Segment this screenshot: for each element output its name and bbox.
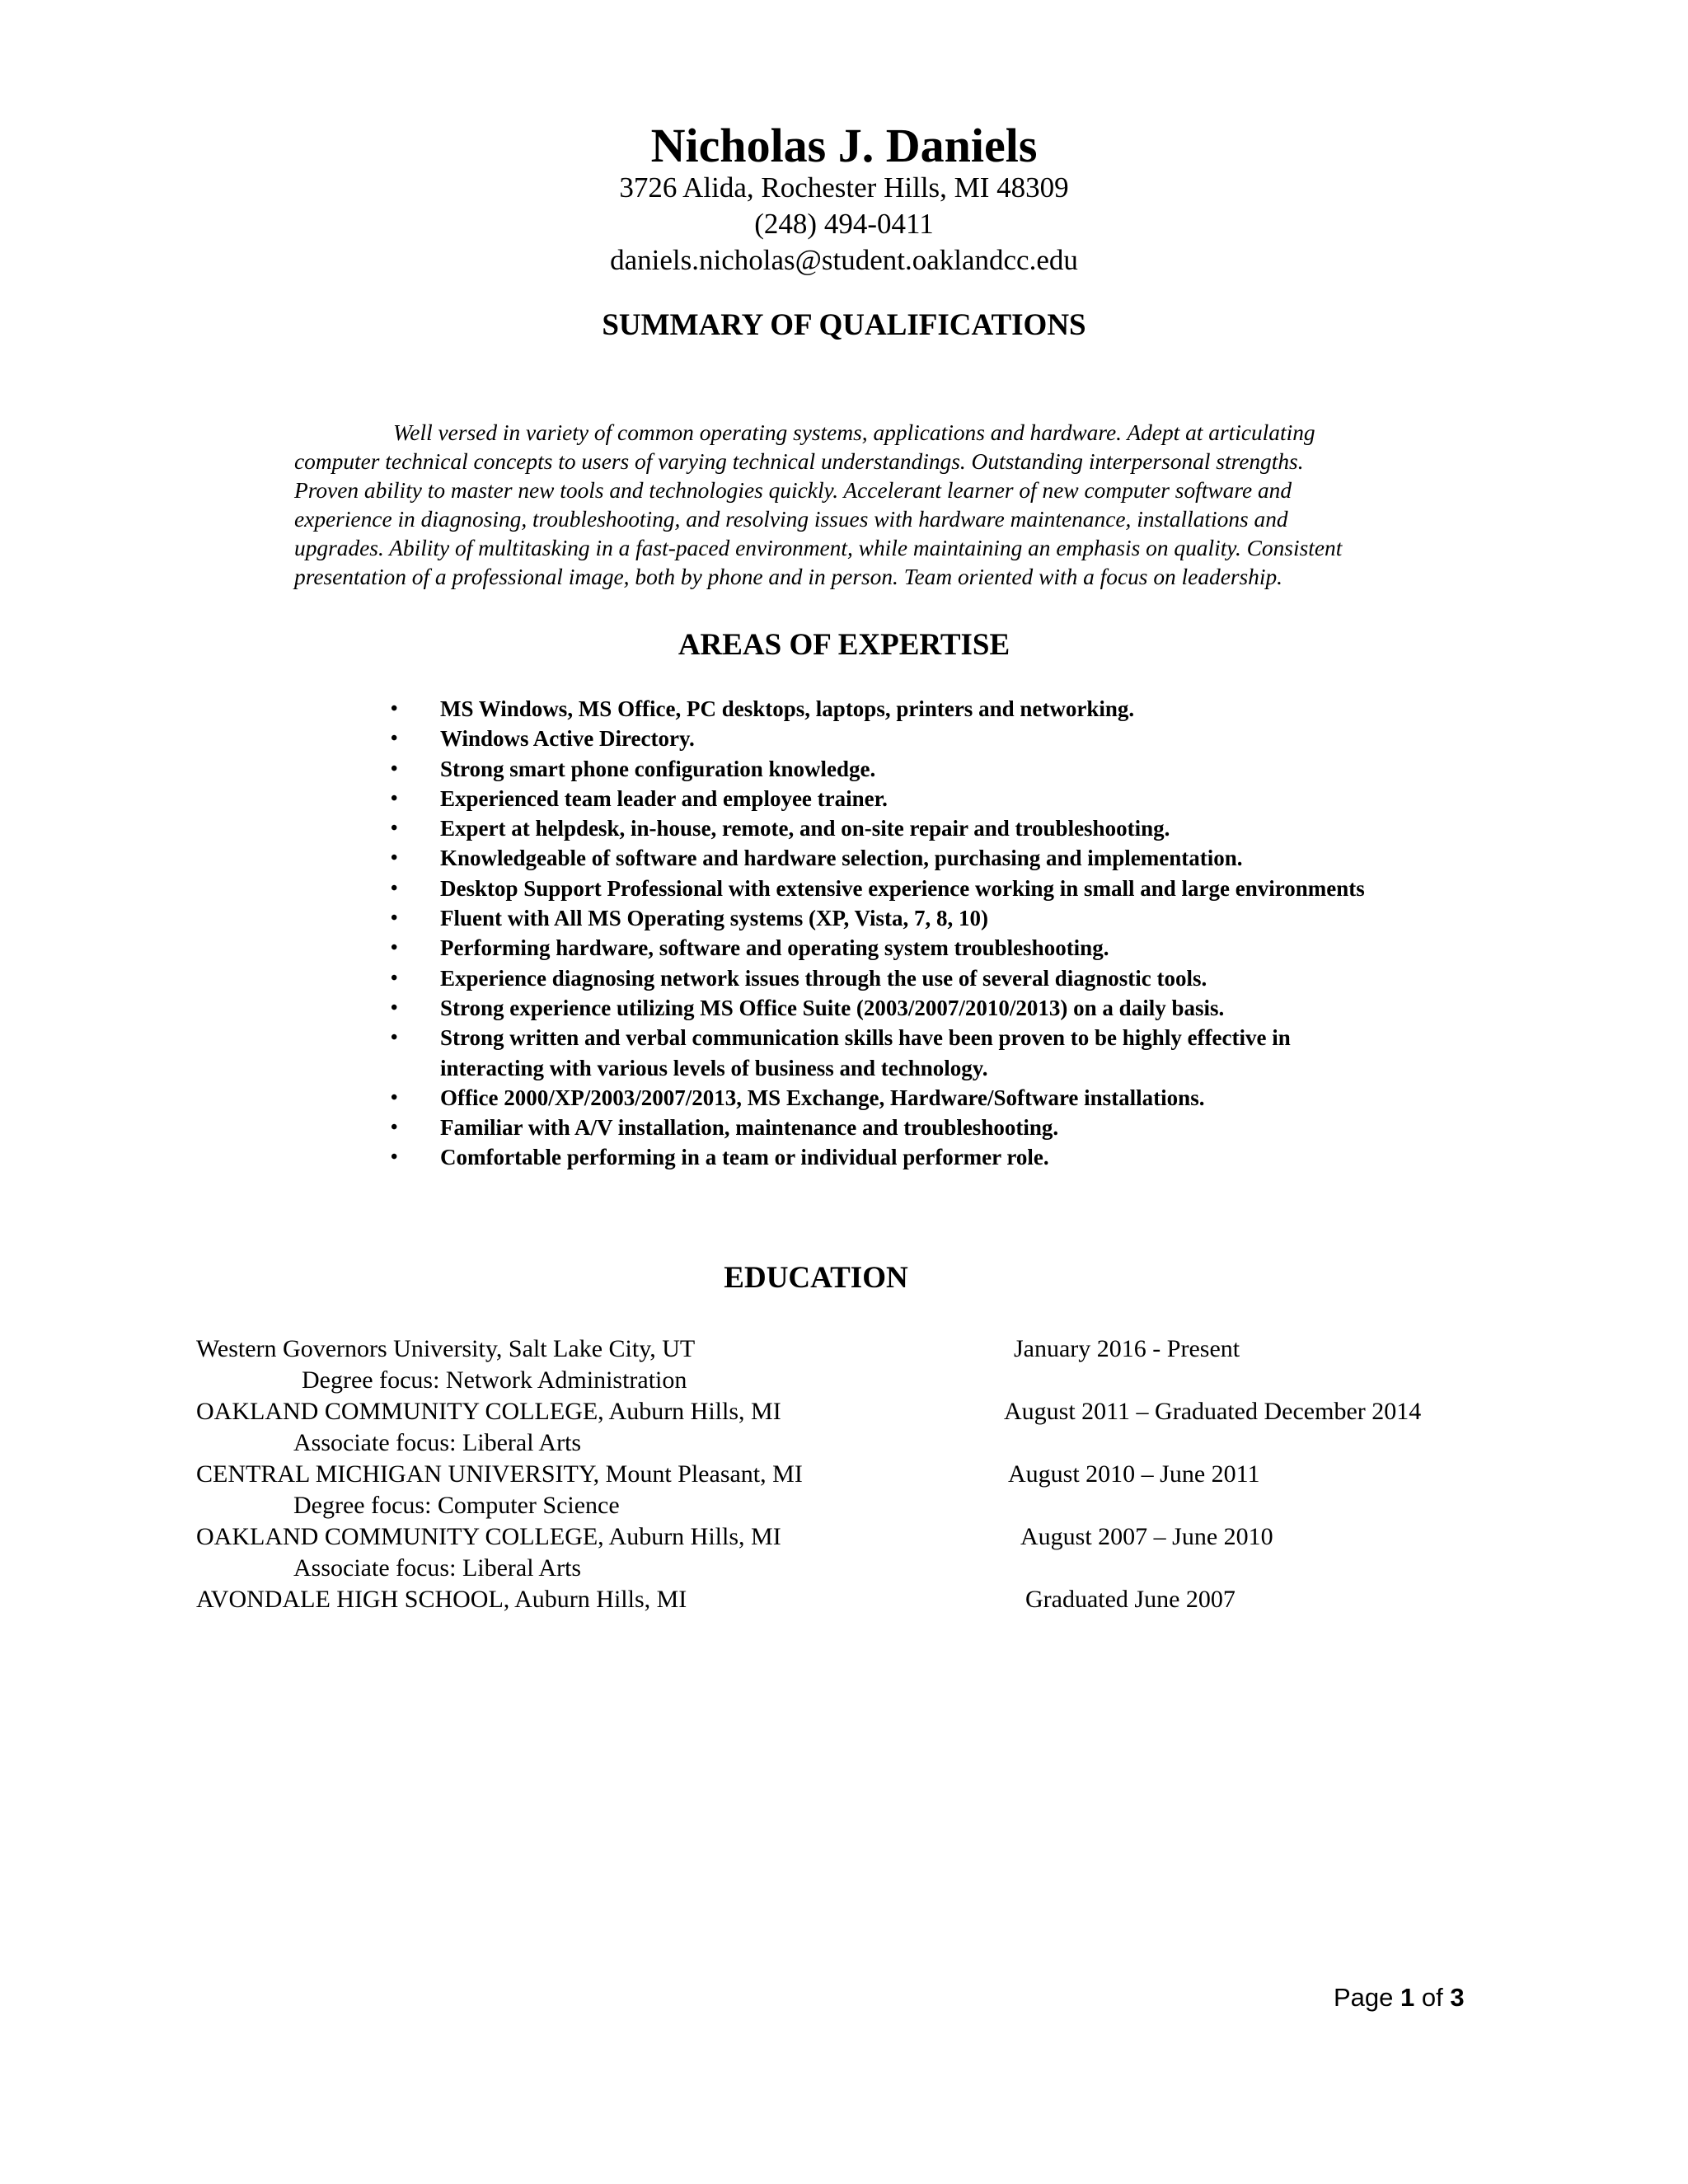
expertise-item-text: Experienced team leader and employee trainer.: [440, 785, 888, 811]
education-heading: EDUCATION: [724, 1261, 908, 1295]
expertise-item: [387, 993, 1492, 1023]
expertise-item: [387, 724, 1492, 753]
expertise-item-text: Performing hardware, software and operating system troubleshooting.: [440, 935, 1109, 961]
summary-line: Proven ability to master new tools and technologies quickly. Accelerant learner of new computer software and: [294, 478, 1292, 503]
page-footer: [1334, 1981, 1465, 2014]
bullet-icon: •: [391, 937, 398, 959]
dates: August 2007 – June 2010: [1020, 1523, 1273, 1550]
expertise-list: [387, 694, 1492, 1173]
dates: Graduated June 2007: [1025, 1586, 1236, 1613]
expertise-item: [387, 694, 1492, 724]
bullet-icon: •: [391, 728, 398, 750]
email-address: daniels.nicholas@student.oaklandcc.edu: [610, 244, 1078, 276]
expertise-item-text: Strong smart phone configuration knowledge.: [440, 756, 876, 781]
expertise-heading: AREAS OF EXPERTISE: [678, 628, 1010, 662]
summary-line: upgrades. Ability of multitasking in a fast-paced environment, while maintaining an emphasis on quality. Consistent: [294, 536, 1343, 560]
expertise-item-text: Strong experience utilizing MS Office Suite (2003/2007/2010/2013) on a daily basis.: [440, 995, 1225, 1020]
dates: August 2010 – June 2011: [1008, 1460, 1260, 1488]
of-word: of: [1421, 1983, 1443, 2012]
phone-number: (248) 494-0411: [754, 208, 934, 240]
expertise-item-text: Strong written and verbal communication skills have been proven to be highly effective in interacting with various levels of business and technology.: [440, 1025, 1291, 1080]
focus: Degree focus: Computer Science: [293, 1492, 620, 1519]
summary-paragraph: [294, 419, 1465, 592]
focus: Associate focus: Liberal Arts: [293, 1429, 582, 1456]
institution: OAKLAND COMMUNITY COLLEGE, Auburn Hills, MI: [196, 1523, 781, 1550]
expertise-item: [387, 813, 1492, 843]
expertise-item-text: Desktop Support Professional with extensive experience working in small and large environments: [440, 875, 1365, 901]
expertise-item: [387, 933, 1492, 963]
expertise-item-text: Office 2000/XP/2003/2007/2013, MS Exchange, Hardware/Software installations.: [440, 1085, 1205, 1110]
expertise-item: [387, 963, 1492, 993]
bullet-icon: •: [391, 907, 398, 930]
bullet-icon: •: [391, 1117, 398, 1139]
expertise-item-text: Familiar with A/V installation, maintenance and troubleshooting.: [440, 1115, 1059, 1141]
expertise-item-text: Windows Active Directory.: [440, 726, 695, 752]
focus: Degree focus: Network Administration: [302, 1366, 687, 1394]
summary-line: Well versed in variety of common operating systems, applications and hardware. Adept at articulating: [393, 420, 1315, 445]
institution: AVONDALE HIGH SCHOOL, Auburn Hills, MI: [196, 1586, 687, 1613]
education-entry: [196, 1333, 1531, 1365]
education-entry: [196, 1459, 1531, 1490]
bullet-icon: •: [391, 787, 398, 809]
institution: CENTRAL MICHIGAN UNIVERSITY, Mount Pleasant, MI: [196, 1460, 803, 1488]
expertise-item: [387, 1113, 1492, 1142]
summary-line: computer technical concepts to users of varying technical understandings. Outstanding interpersonal strengths.: [294, 449, 1304, 474]
expertise-item: [387, 784, 1492, 813]
education-focus-row: [196, 1553, 1531, 1584]
institution: Western Governors University, Salt Lake City, UT: [196, 1335, 696, 1362]
education-focus-row: [196, 1490, 1531, 1521]
summary-line: experience in diagnosing, troubleshooting, and resolving issues with hardware maintenance, installations and: [294, 507, 1288, 532]
bullet-icon: •: [391, 757, 398, 780]
bullet-icon: •: [391, 1027, 398, 1049]
dates: January 2016 - Present: [1014, 1335, 1240, 1362]
bullet-icon: •: [391, 877, 398, 899]
current-page-number: 1: [1400, 1983, 1415, 2012]
expertise-item: [387, 843, 1492, 873]
bullet-icon: •: [391, 847, 398, 869]
candidate-name: Nicholas J. Daniels: [650, 119, 1038, 172]
expertise-item: [387, 903, 1492, 933]
expertise-item-text: Comfortable performing in a team or individual performer role.: [440, 1145, 1049, 1170]
education-entry: [196, 1521, 1531, 1553]
total-pages-number: 3: [1450, 1983, 1465, 2012]
bullet-icon: •: [391, 818, 398, 840]
expertise-item-text: MS Windows, MS Office, PC desktops, laptops, printers and networking.: [440, 696, 1135, 721]
summary-heading: SUMMARY OF QUALIFICATIONS: [602, 308, 1086, 342]
dates: August 2011 – Graduated December 2014: [1004, 1398, 1422, 1425]
expertise-item: [387, 1023, 1492, 1083]
expertise-item: [387, 754, 1492, 784]
bullet-icon: •: [391, 1146, 398, 1169]
expertise-item-text: Experience diagnosing network issues through the use of several diagnostic tools.: [440, 965, 1207, 991]
education-focus-row: [196, 1427, 1531, 1459]
expertise-item-text: Fluent with All MS Operating systems (XP, Vista, 7, 8, 10): [440, 906, 989, 931]
focus: Associate focus: Liberal Arts: [293, 1554, 582, 1582]
education-list: [196, 1333, 1531, 1615]
institution: OAKLAND COMMUNITY COLLEGE, Auburn Hills, MI: [196, 1398, 781, 1425]
address: 3726 Alida, Rochester Hills, MI 48309: [619, 171, 1069, 204]
expertise-item-text: Expert at helpdesk, in-house, remote, and on-site repair and troubleshooting.: [440, 816, 1170, 841]
education-focus-row: [196, 1365, 1531, 1396]
bullet-icon: •: [391, 698, 398, 719]
page-word: Page: [1334, 1983, 1394, 2012]
bullet-icon: •: [391, 967, 398, 989]
bullet-icon: •: [391, 1086, 398, 1108]
education-entry: [196, 1584, 1531, 1615]
education-entry: [196, 1396, 1531, 1427]
summary-line: presentation of a professional image, both by phone and in person. Team oriented with a focus on leadership.: [294, 565, 1283, 589]
expertise-item-text: Knowledgeable of software and hardware selection, purchasing and implementation.: [440, 846, 1243, 871]
expertise-item: [387, 874, 1492, 903]
bullet-icon: •: [391, 996, 398, 1019]
expertise-item: [387, 1142, 1492, 1172]
expertise-item: [387, 1083, 1492, 1113]
